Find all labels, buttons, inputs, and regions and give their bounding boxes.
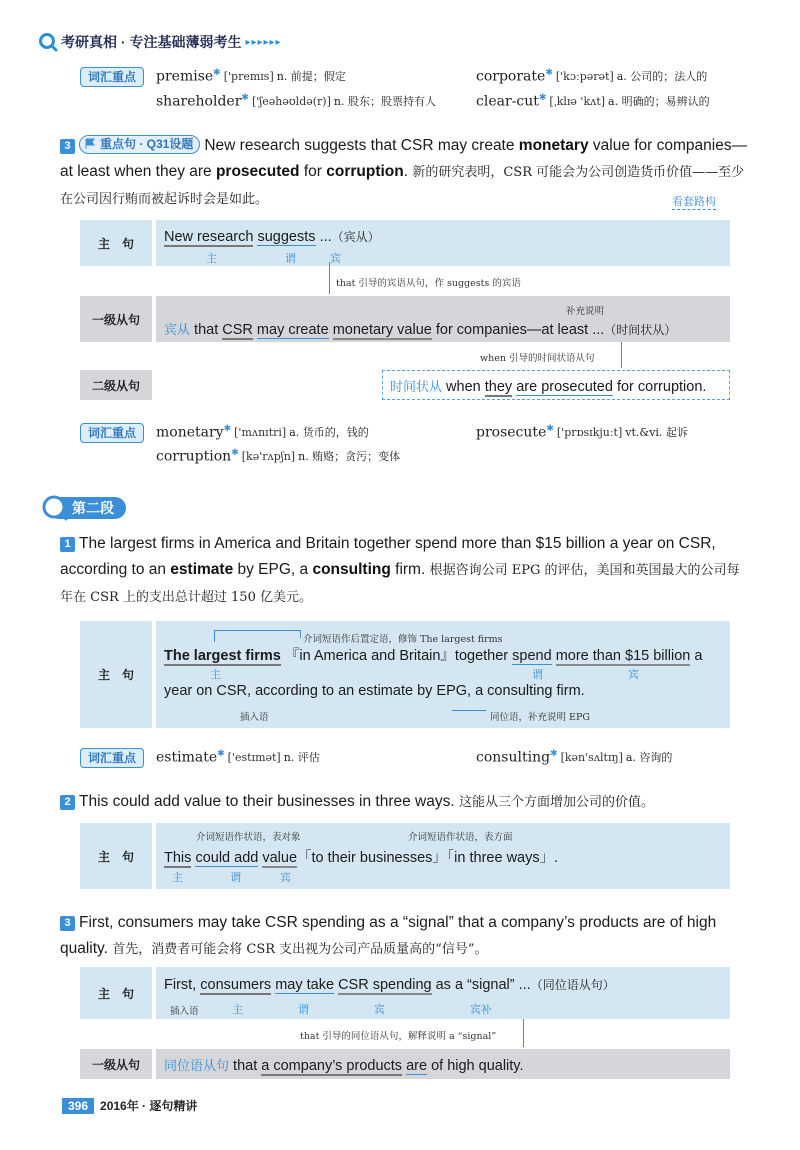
- annotation: 介词短语作状语，表方面: [408, 832, 513, 843]
- role-verb: 谓: [285, 253, 296, 265]
- vocab-entry: clear-cut✱ [ˌklɪə 'kʌt] a. 明确的；易辨认的: [476, 93, 710, 110]
- annotation: 同位语，补充说明 EPG: [490, 712, 590, 723]
- main-clause-text: New research suggests ...（宾从）: [164, 229, 380, 245]
- connector-line: [329, 262, 330, 294]
- main-clause-text: This could add value「to their businesses」「in three ways」.: [164, 850, 559, 866]
- connector-line: [300, 630, 301, 638]
- clause-level-2-label: 二级从句: [80, 370, 152, 400]
- clause-level-1-text: 宾从 that CSR may create monetary value for companies—at least ...（时间状从）: [164, 322, 677, 338]
- search-logo-icon: [38, 32, 58, 52]
- clause-level-1-text: 同位语从句 that a company’s products are of high quality.: [164, 1058, 524, 1074]
- sentence-paragraph: 2 This could add value to their businesses in three ways. 这能从三个方面增加公司的价值。: [60, 789, 750, 816]
- annotation: when 引导的时间状语从句: [480, 353, 595, 364]
- connector-line: [214, 630, 300, 631]
- clause-level-2-text: 时间状从 when they are prosecuted for corruption.: [390, 379, 707, 395]
- main-clause-label: 主 句: [80, 823, 152, 889]
- page-number: 396: [62, 1098, 94, 1114]
- connector-line: [621, 342, 622, 368]
- role-verb: 谓: [298, 1004, 309, 1016]
- flag-icon: [84, 138, 96, 150]
- role-object: 宾: [374, 1004, 385, 1016]
- search-logo-icon: [42, 495, 68, 521]
- role-object: 宾: [628, 669, 639, 681]
- role-object-complement: 宾补: [470, 1004, 492, 1016]
- role-subject: 主: [206, 253, 217, 265]
- section-heading: [42, 495, 126, 521]
- vocab-entry: corruption✱ [kə'rʌpʃn] n. 贿赂；贪污；变体: [156, 448, 401, 465]
- header-title: 考研真相 · 专注基础薄弱考生: [61, 34, 242, 50]
- sentence-paragraph: 3 First, consumers may take CSR spending as a “signal” that a company’s products are of high quality. 首先，消费者可能会将 CSR 支出视为公司产品质量高的“信号”。: [60, 914, 717, 957]
- connector-line: [214, 630, 215, 642]
- role-subject: 主: [210, 669, 221, 681]
- vocab-label: 词汇重点: [80, 67, 144, 87]
- annotation: 插入语: [170, 1006, 199, 1017]
- section-title: 第二段: [48, 497, 126, 519]
- vocab-entry: prosecute✱ ['prɒsɪkjuːt] vt.&vi. 起诉: [476, 424, 688, 441]
- header-arrows: ▸▸▸▸▸▸: [245, 36, 282, 48]
- annotation: that 引导的同位语从句，解释说明 a “signal”: [300, 1031, 497, 1042]
- connector-line: [452, 710, 486, 711]
- vocab-entry: shareholder✱ ['ʃeəhəʊldə(r)] n. 股东；股票持有人: [156, 93, 436, 110]
- role-verb: 谓: [532, 669, 543, 681]
- vocab-label: 词汇重点: [80, 423, 144, 443]
- structure-link[interactable]: 看套路构: [672, 193, 716, 210]
- vocab-entry: monetary✱ ['mʌnɪtri] a. 货币的，钱的: [156, 424, 369, 441]
- role-subject: 主: [232, 1004, 243, 1016]
- annotation: 介词短语作状语，表对象: [196, 832, 301, 843]
- sentence-paragraph: 1 The largest firms in America and Britain together spend more than $15 billion a year on CSR, according to an estimate by EPG, a consulting firm. 根据咨询公司 EPG 的评估，美国和英国最大的公司每年在 CSR 上的支出总计超过 150 亿美元。: [60, 535, 740, 605]
- main-clause-text-line2: year on CSR, according to an estimate by EPG, a consulting firm.: [164, 683, 585, 699]
- vocab-entry: corporate✱ ['kɔːpərət] a. 公司的；法人的: [476, 68, 708, 85]
- vocab-entry: estimate✱ ['estɪmət] n. 评估: [156, 749, 320, 766]
- role-verb: 谓: [230, 872, 241, 884]
- main-clause-label: 主 句: [80, 967, 152, 1019]
- key-sentence-tag: 重点句 · Q31设题: [79, 135, 200, 154]
- annotation: that 引导的宾语从句，作 suggests 的宾语: [336, 278, 521, 289]
- vocab-label: 词汇重点: [80, 748, 144, 768]
- clause-level-1-label: 一级从句: [80, 296, 152, 342]
- annotation: 插入语: [240, 712, 269, 723]
- annotation: 补充说明: [566, 306, 605, 317]
- main-clause-text: First, consumers may take CSR spending as a “signal” ...（同位语从句）: [164, 977, 615, 993]
- role-object: 宾: [330, 253, 341, 265]
- sentence-number: 2: [60, 795, 75, 810]
- sentence-number: 3: [60, 139, 75, 154]
- vocab-entry: premise✱ ['premɪs] n. 前提；假定: [156, 68, 346, 85]
- footer-title: 2016年 · 逐句精讲: [100, 1099, 198, 1113]
- main-clause-label: 主 句: [80, 621, 152, 728]
- sentence-number: 3: [60, 916, 75, 931]
- page-footer: [62, 1097, 197, 1114]
- role-object: 宾: [280, 872, 291, 884]
- role-subject: 主: [172, 872, 183, 884]
- annotation: 介词短语作后置定语，修饰 The largest firms: [303, 634, 503, 645]
- vocab-entry: consulting✱ [kən'sʌltɪŋ] a. 咨询的: [476, 749, 673, 766]
- sentence-number: 1: [60, 537, 75, 552]
- main-clause-text: The largest firms 『in America and Britain』together spend more than $15 billion a: [164, 648, 703, 664]
- page-header: [38, 30, 282, 54]
- connector-line: [523, 1019, 524, 1047]
- main-clause-label: 主 句: [80, 220, 152, 266]
- sentence-paragraph: 3 重点句 · Q31设题 New research suggests that CSR may create monetary value for companies—at least when they are prosecuted for corruption. 新的研究表明，CSR 可能会为公司创造货币价值——至少在公司因行贿而被起诉时会是如此。: [60, 137, 748, 207]
- clause-level-1-label: 一级从句: [80, 1049, 152, 1079]
